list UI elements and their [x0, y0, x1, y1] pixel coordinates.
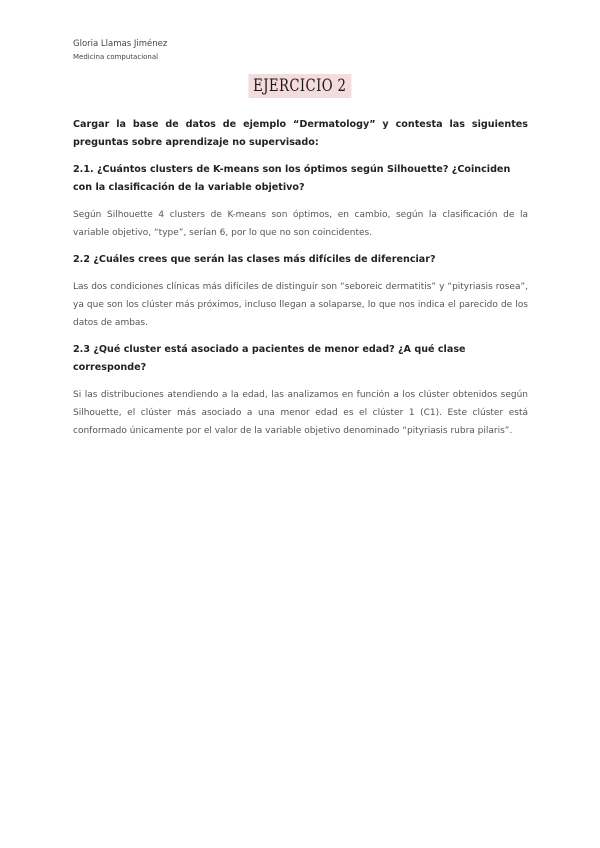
subject-name: Medicina computacional	[73, 53, 159, 61]
page-header	[73, 38, 167, 64]
question-2-1: 2.1. ¿Cuántos clusters de K-means son los óptimos según Silhouette? ¿Coinciden con la clasificación de la variable objetivo?	[73, 164, 511, 193]
answer-2-2: Las dos condiciones clínicas más difíciles de distinguir son “seboreic dermatitis” y “pityriasis rosea”, ya que son los clúster más próximos, incluso llegan a solaparse, lo que nos indica el parecido de los datos de ambas.	[73, 282, 528, 328]
question-2-3: 2.3 ¿Qué cluster está asociado a pacientes de menor edad? ¿A qué clase corresponde?	[73, 344, 466, 373]
answer-2-3: Si las distribuciones atendiendo a la edad, las analizamos en función a los clúster obtenidos según Silhouette, el clúster más asociado a una menor edad es el clúster 1 (C1). Este clúster está conformado únicamente por el valor de la variable objetivo denominado “pityriasis rubra pilaris”.	[73, 390, 528, 436]
intro-paragraph: Cargar la base de datos de ejemplo “Dermatology” y contesta las siguientes preguntas sobre aprendizaje no supervisado:	[73, 119, 528, 148]
answer-2-1: Según Silhouette 4 clusters de K-means son óptimos, en cambio, según la clasificación de la variable objetivo, “type”, serían 6, por lo que no son coincidentes.	[73, 210, 528, 238]
title-container	[0, 74, 600, 98]
question-2-2: 2.2 ¿Cuáles crees que serán las clases más difíciles de diferenciar?	[73, 254, 436, 265]
document-body	[73, 116, 528, 449]
page-title: EJERCICIO 2	[249, 74, 352, 98]
author-name: Gloria Llamas Jiménez	[73, 39, 168, 49]
